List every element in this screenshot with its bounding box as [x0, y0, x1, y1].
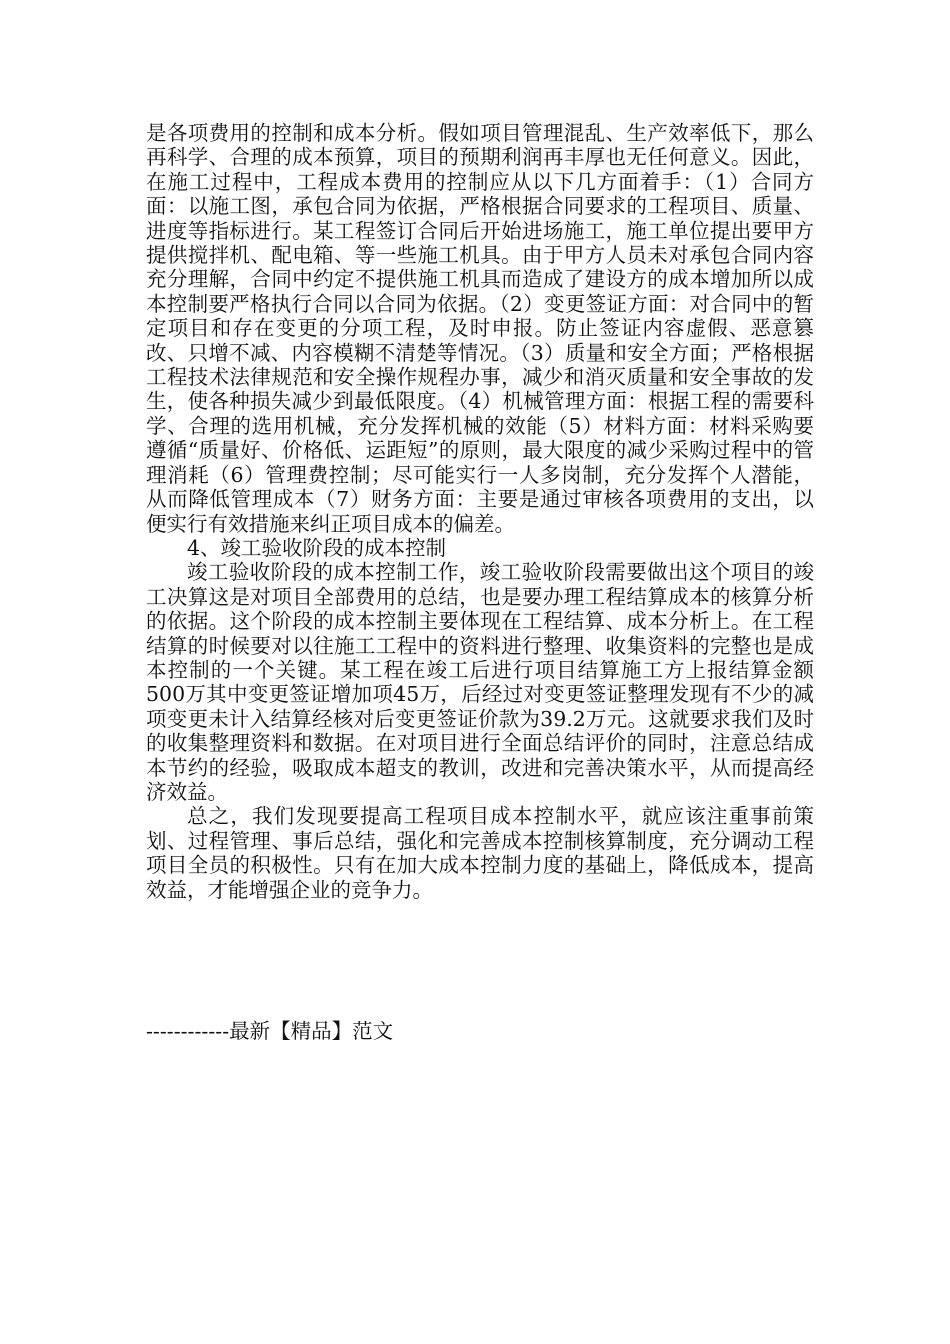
footer-label: ------------最新【精品】范文	[146, 1019, 394, 1043]
section-heading-completion-acceptance: 4、竣工验收阶段的成本控制	[187, 535, 447, 560]
paragraph-completion-acceptance: 竣工验收阶段的成本控制工作，竣工验收阶段需要做出这个项目的竣工决算这是对项目全部费用的总结，也是要办理工程结算成本的核算分析的依据。这个阶段的成本控制主要体现在工程结算、成本分析上。在工程结算的时候要对以往施工工程中的资料进行整理、收集资料的完整也是成本控制的一个关键。某工程在竣工后进行项目结算施工方上报结算金额500万其中变更签证增加项45万，后经过对变更签证整理发现有不少的减项变更未计入结算经核对后变更签证价款为39.2万元。这就要求我们及时的收集整理资料和数据。在对项目进行全面总结评价的同时，注意总结成本节约的经验，吸取成本超支的教训，改进和完善决策水平，从而提高经济效益。	[146, 560, 814, 804]
paragraph-conclusion: 总之，我们发现要提高工程项目成本控制水平，就应该注重事前策划、过程管理、事后总结，强化和完善成本控制核算制度，充分调动工程项目全员的积极性。只有在加大成本控制力度的基础上，降低成本，提高效益，才能增强企业的竞争力。	[146, 804, 814, 902]
document-body	[146, 121, 814, 902]
paragraph-cost-control-measures: 是各项费用的控制和成本分析。假如项目管理混乱、生产效率低下，那么再科学、合理的成本预算，项目的预期利润再丰厚也无任何意义。因此，在施工过程中，工程成本费用的控制应从以下几方面着手：（1）合同方面：以施工图，承包合同为依据，严格根据合同要求的工程项目、质量、进度等指标进行。某工程签订合同后开始进场施工，施工单位提出要甲方提供搅拌机、配电箱、等一些施工机具。由于甲方人员未对承包合同内容充分理解，合同中约定不提供施工机具而造成了建设方的成本增加所以成本控制要严格执行合同以合同为依据。（2）变更签证方面：对合同中的暂定项目和存在变更的分项工程，及时申报。防止签证内容虚假、恶意篡改、只增不减、内容模糊不清楚等情况。（3）质量和安全方面；严格根据工程技术法律规范和安全操作规程办事，减少和消灭质量和安全事故的发生，使各种损失减少到最低限度。（4）机械管理方面：根据工程的需要科学、合理的选用机械，充分发挥机械的效能（5）材料方面：材料采购要遵循“质量好、价格低、运距短”的原则，最大限度的减少采购过程中的管理消耗（6）管理费控制；尽可能实行一人多岗制，充分发挥个人潜能，从而降低管理成本（7）财务方面：主要是通过审核各项费用的支出，以便实行有效措施来纠正项目成本的偏差。	[146, 121, 814, 536]
